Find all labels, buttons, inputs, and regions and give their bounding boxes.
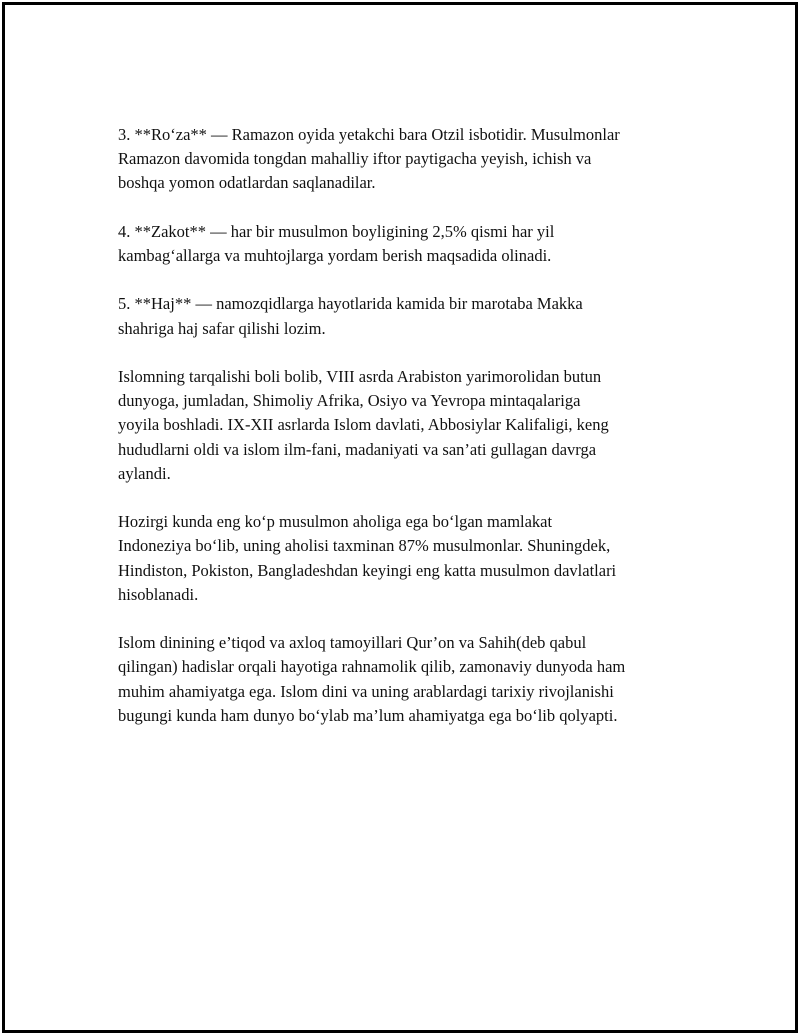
paragraph-conclusion [118, 631, 698, 728]
paragraph-zakot [118, 220, 698, 268]
text-line: Islomning tarqalishi boli bolib, VIII asrda Arabiston yarimorolidan butun [118, 366, 602, 386]
text-line: muhim ahamiyatga ega. Islom dini va uning arablardagi tarixiy rivojlanishi [118, 681, 614, 701]
text-line: Islom dinining e’tiqod va axloq tamoyillari Qur’on va Sahih(deb qabul [118, 633, 587, 653]
text-line: Indoneziya bo‘lib, uning aholisi taxminan 87% musulmonlar. Shuningdek, [118, 536, 611, 556]
text-line: Hindiston, Pokiston, Bangladeshdan keyingi eng katta musulmon davlatlari [118, 560, 617, 580]
text-line: 4. **Zakot** — har bir musulmon boyligining 2,5% qismi har yil [118, 221, 555, 241]
text-line: yoyila boshladi. IX-XII asrlarda Islom davlati, Abbosiylar Kalifaligi, keng [118, 415, 609, 435]
paragraph-muslim-population [118, 510, 698, 607]
paragraph-haj [118, 292, 698, 340]
text-line: 3. **Ro‘za** — Ramazon oyida yetakchi bara Otzil isbotidir. Musulmonlar [118, 125, 620, 144]
text-line: kambag‘allarga va muhtojlarga yordam berish maqsadida olinadi. [118, 246, 552, 265]
text-line: shahriga haj safar qilishi lozim. [118, 318, 326, 338]
paragraph-ruza [118, 123, 698, 196]
paragraph-spread-of-islam [118, 365, 698, 486]
text-line: boshqa yomon odatlardan saqlanadilar. [118, 173, 376, 193]
document-page [2, 2, 798, 1033]
text-line: dunyoga, jumladan, Shimoliy Afrika, Osiyo va Yevropa mintaqalariga [118, 391, 581, 411]
text-line: aylandi. [118, 463, 171, 483]
text-line: 5. **Haj** — namozqidlarga hayotlarida kamida bir marotaba Makka [118, 294, 583, 314]
text-line: Ramazon davomida tongdan mahalliy iftor paytigacha yeyish, ichish va [118, 149, 592, 169]
text-line: Hozirgi kunda eng ko‘p musulmon aholiga ega bo‘lgan mamlakat [118, 512, 553, 532]
text-line: hududlarni oldi va islom ilm-fani, madaniyati va san’ati gullagan davrga [118, 439, 597, 459]
text-line: qilingan) hadislar orqali hayotiga rahnamolik qilib, zamonaviy dunyoda ham [118, 657, 626, 677]
document-body [118, 123, 698, 752]
text-line: hisoblanadi. [118, 584, 199, 604]
text-line: bugungi kunda ham dunyo bo‘ylab ma’lum ahamiyatga ega bo‘lib qolyapti. [118, 705, 618, 725]
